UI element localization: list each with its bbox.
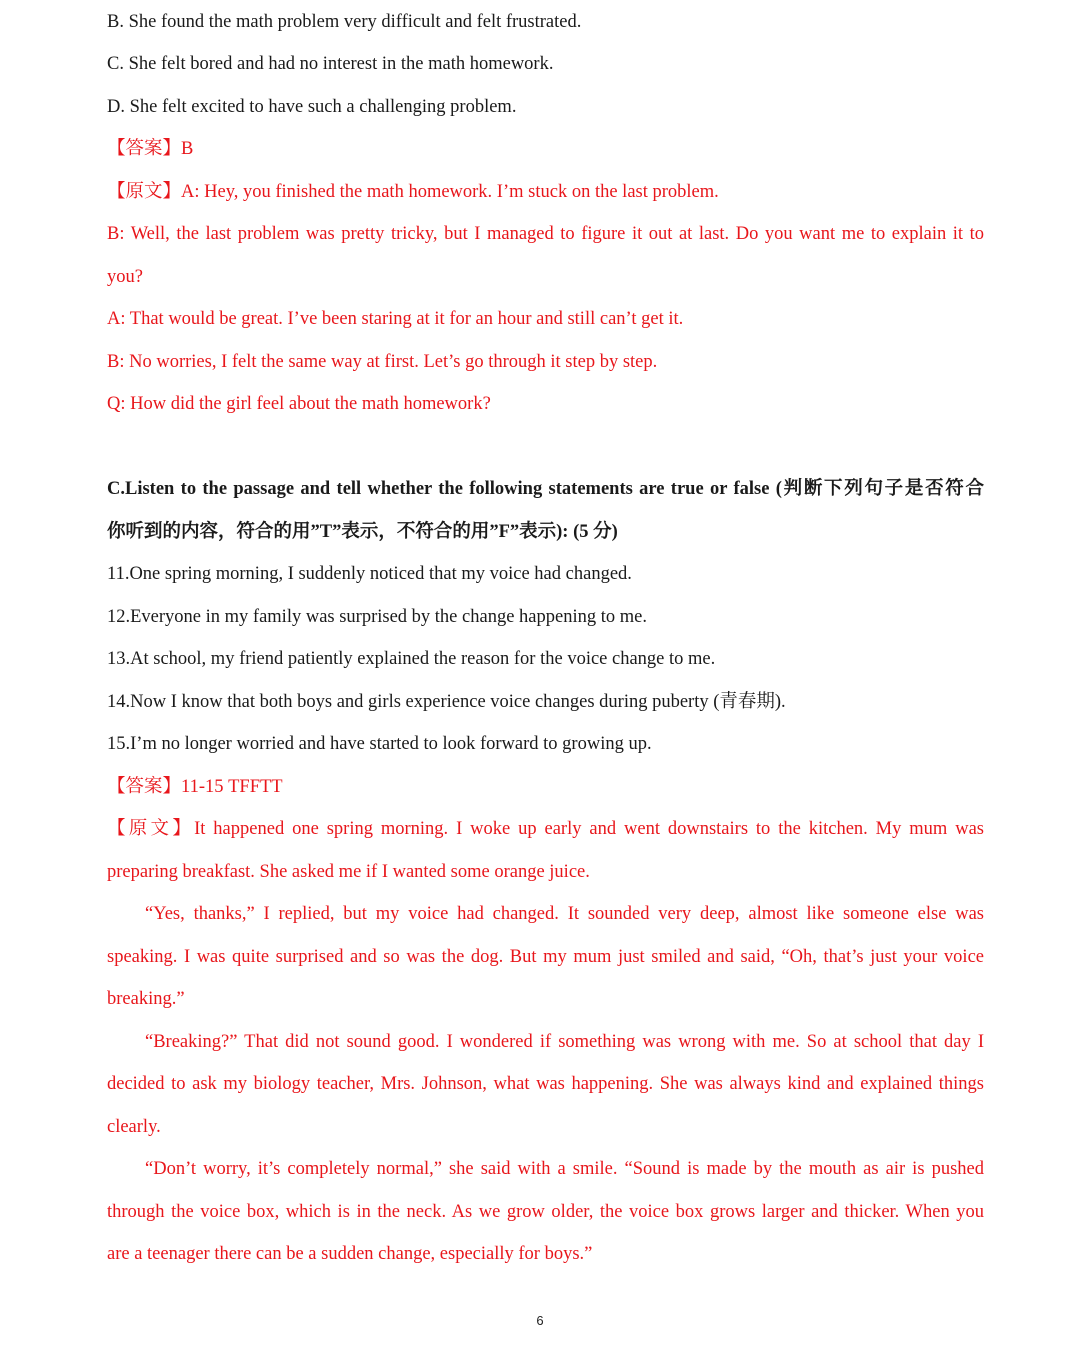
- transcript-line: decided to ask my biology teacher, Mrs. Johnson, what was happening. She was always kind and explained things: [107, 1074, 984, 1094]
- option-d: D. She felt excited to have such a challenging problem.: [107, 97, 517, 117]
- section-heading: C.Listen to the passage and tell whether the following statements are true or false (判断下列句子是否符合: [107, 479, 984, 499]
- transcript-line: Q: How did the girl feel about the math homework?: [107, 394, 491, 414]
- transcript-line: “Don’t worry, it’s completely normal,” she said with a smile. “Sound is made by the mouth as air is pushed: [145, 1159, 984, 1179]
- transcript-line: preparing breakfast. She asked me if I wanted some orange juice.: [107, 862, 590, 882]
- transcript-line: speaking. I was quite surprised and so was the dog. But my mum just smiled and said, “Oh, that’s just your voice: [107, 947, 984, 967]
- transcript-line: A: That would be great. I’ve been staring at it for an hour and still can’t get it.: [107, 309, 684, 329]
- question-item: 11.One spring morning, I suddenly noticed that my voice had changed.: [107, 564, 632, 584]
- transcript-line: “Yes, thanks,” I replied, but my voice had changed. It sounded very deep, almost like someone else was: [145, 904, 984, 924]
- transcript-line: clearly.: [107, 1117, 161, 1137]
- transcript-line: B: Well, the last problem was pretty tricky, but I managed to figure it out at last. Do you want me to explain it to: [107, 224, 984, 244]
- page-number: 6: [536, 1313, 544, 1328]
- transcript-line: “Breaking?” That did not sound good. I wondered if something was wrong with me. So at school that day I: [145, 1032, 984, 1052]
- transcript-line: are a teenager there can be a sudden change, especially for boys.”: [107, 1244, 593, 1264]
- question-item: 15.I’m no longer worried and have started to look forward to growing up.: [107, 734, 652, 754]
- transcript-line: breaking.”: [107, 989, 185, 1009]
- transcript-line: you?: [107, 267, 143, 287]
- transcript-line: 【原文】It happened one spring morning. I woke up early and went downstairs to the kitchen. My mum was: [107, 819, 984, 839]
- option-b: B. She found the math problem very difficult and felt frustrated.: [107, 12, 582, 32]
- option-c: C. She felt bored and had no interest in the math homework.: [107, 54, 554, 74]
- transcript-line: 【原文】A: Hey, you finished the math homework. I’m stuck on the last problem.: [107, 182, 719, 202]
- answer-label: 【答案】B: [107, 139, 194, 159]
- question-item: 14.Now I know that both boys and girls experience voice changes during puberty (青春期).: [107, 692, 786, 712]
- transcript-line: through the voice box, which is in the neck. As we grow older, the voice box grows larger and thicker. When you: [107, 1202, 984, 1222]
- question-item: 13.At school, my friend patiently explained the reason for the voice change to me.: [107, 649, 716, 669]
- section-heading: 你听到的内容，符合的用”T”表示，不符合的用”F”表示): (5 分): [107, 522, 618, 542]
- transcript-line: B: No worries, I felt the same way at first. Let’s go through it step by step.: [107, 352, 658, 372]
- answer-label: 【答案】11-15 TFFTT: [107, 777, 283, 797]
- question-item: 12.Everyone in my family was surprised by the change happening to me.: [107, 607, 647, 627]
